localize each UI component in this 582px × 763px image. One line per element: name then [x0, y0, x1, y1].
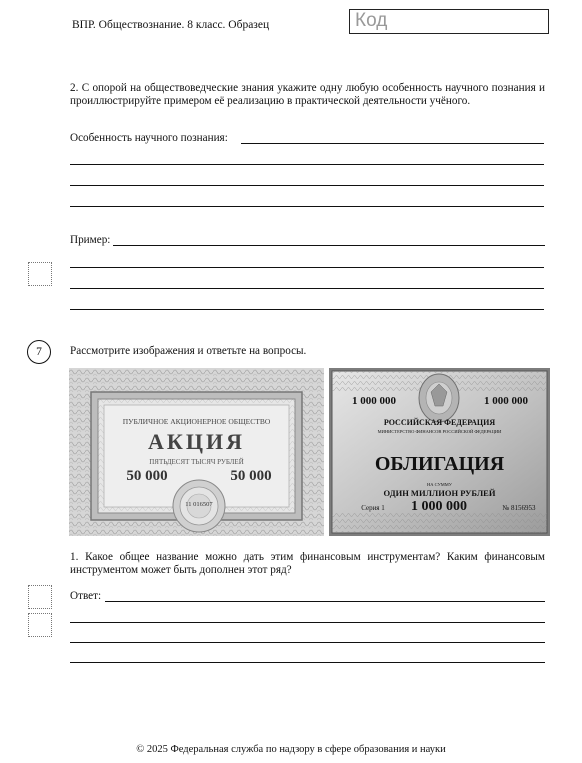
- bond-sum-label: НА СУММУ: [427, 482, 452, 487]
- answer-line[interactable]: [70, 642, 545, 643]
- answer-label: Ответ:: [70, 590, 102, 602]
- answer-line[interactable]: [70, 288, 544, 289]
- feature-label: Особенность научного познания:: [70, 132, 228, 144]
- share-company: ПУБЛИЧНОЕ АКЦИОНЕРНОЕ ОБЩЕСТВО: [122, 417, 271, 426]
- share-value-right: 50 000: [230, 468, 272, 484]
- answer-line[interactable]: [70, 309, 544, 310]
- bond-sum-words: ОДИН МИЛЛИОН РУБЛЕЙ: [383, 488, 496, 498]
- answer-line[interactable]: [105, 601, 545, 602]
- example-label: Пример:: [70, 234, 111, 246]
- answer-line[interactable]: [70, 267, 544, 268]
- task2-text: 2. С опорой на обществоведческие знания укажите одну любую особенность научного познания и проиллюстрируйте примером её реализацию в практической деятельности учёного.: [70, 82, 545, 107]
- task7-question1: 1. Какое общее название можно дать этим финансовым инструментам? Каким финансовым инструментом может быть дополнен этот ряд?: [70, 551, 545, 576]
- bond-value-top-right: 1 000 000: [484, 395, 528, 407]
- code-label: Код: [355, 10, 388, 31]
- bond-value-main: 1 000 000: [411, 499, 467, 514]
- answer-line[interactable]: [70, 662, 545, 663]
- bond-title: ОБЛИГАЦИЯ: [374, 453, 505, 475]
- bond-certificate-image: [329, 368, 550, 536]
- bond-value-top-left: 1 000 000: [352, 395, 396, 407]
- code-input-box[interactable]: [349, 9, 549, 34]
- answer-line[interactable]: [70, 185, 544, 186]
- score-box[interactable]: [28, 613, 52, 637]
- share-serial: 11 016507: [185, 501, 213, 508]
- page-footer: © 2025 Федеральная служба по надзору в сфере образования и науки: [136, 744, 446, 755]
- bond-number: № 8156953: [502, 504, 536, 512]
- share-certificate-image: [69, 368, 324, 536]
- answer-line[interactable]: [70, 622, 545, 623]
- answer-line[interactable]: [70, 164, 544, 165]
- score-box[interactable]: [28, 262, 52, 286]
- share-subtitle: ПЯТЬДЕСЯТ ТЫСЯЧ РУБЛЕЙ: [149, 458, 244, 466]
- bond-country: РОССИЙСКАЯ ФЕДЕРАЦИЯ: [383, 418, 496, 427]
- share-value-left: 50 000: [126, 468, 168, 484]
- bond-series: Серия 1: [361, 504, 385, 512]
- answer-line[interactable]: [113, 245, 545, 246]
- task7-intro: Рассмотрите изображения и ответьте на вопросы.: [70, 345, 307, 357]
- share-title: АКЦИЯ: [148, 429, 245, 454]
- task-number-badge: 7: [27, 340, 51, 364]
- page-header-title: ВПР. Обществознание. 8 класс. Образец: [72, 19, 270, 31]
- bond-ministry: МИНИСТЕРСТВО ФИНАНСОВ РОССИЙСКОЙ ФЕДЕРАЦИИ: [377, 429, 502, 434]
- score-box[interactable]: [28, 585, 52, 609]
- answer-line[interactable]: [70, 206, 544, 207]
- answer-line[interactable]: [241, 143, 544, 144]
